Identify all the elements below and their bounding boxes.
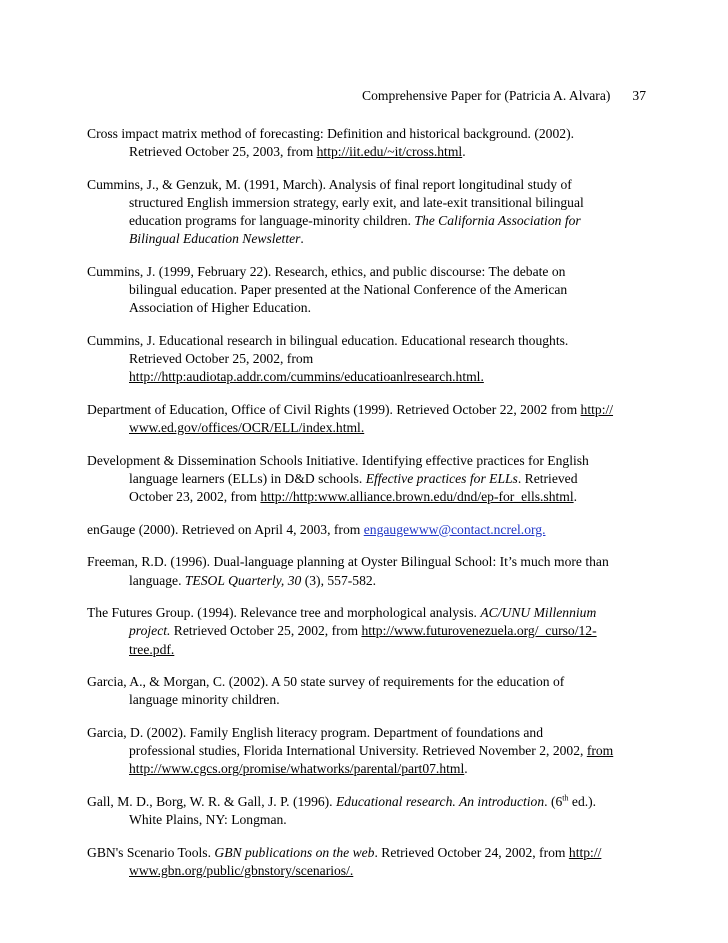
reference-link[interactable]: http:// — [580, 402, 614, 417]
superscript: th — [562, 793, 569, 803]
publication-title: AC/UNU Millennium — [480, 605, 597, 621]
reference-text: ed.). — [568, 793, 597, 809]
reference-text: . — [462, 144, 466, 160]
reference-entry-gall — [87, 793, 655, 829]
reference-link[interactable]: http:// — [568, 844, 602, 860]
reference-line — [87, 521, 655, 539]
reference-text: . (6 — [544, 793, 563, 809]
reference-link[interactable]: http://www.futurovenezuela.org/_curso/12- — [361, 623, 597, 639]
page-number: 37 — [632, 88, 646, 103]
reference-entry-department-education — [87, 401, 655, 437]
reference-text: . — [573, 489, 578, 505]
reference-text: Retrieved October 25, 2002, from — [170, 623, 362, 639]
reference-line — [87, 604, 655, 622]
reference-line — [87, 793, 655, 811]
journal-title: The California Association for — [414, 213, 581, 229]
reference-text: . Retrieved October 24, 2002, from — [374, 844, 569, 860]
reference-text: October 23, 2002, from — [129, 489, 261, 505]
reference-line: bilingual education. Paper presented at the National Conference of the American — [129, 282, 568, 298]
reference-text: . — [300, 231, 304, 247]
reference-line — [87, 470, 655, 488]
reference-entry-futures-group — [87, 604, 655, 659]
reference-line — [87, 862, 655, 880]
reference-entry-cross-impact — [87, 125, 655, 161]
reference-line: Retrieved October 25, 2002, from — [129, 351, 314, 367]
reference-line: structured English immersion strategy, early exit, and late-exit transitional bilingual — [129, 195, 584, 210]
reference-text: The Futures Group. (1994). Relevance tree and morphological analysis. — [87, 605, 481, 621]
reference-text: GBN's Scenario Tools. — [87, 844, 215, 860]
reference-line: Garcia, A., & Morgan, C. (2002). A 50 state survey of requirements for the education of — [87, 674, 565, 690]
reference-text: Gall, M. D., Borg, W. R. & Gall, J. P. (1996). — [87, 793, 336, 809]
reference-line: Cummins, J. (1999, February 22). Research, ethics, and public discourse: The debate on — [87, 264, 566, 279]
reference-line — [87, 760, 655, 778]
reference-line — [87, 844, 655, 862]
reference-text: Retrieved October 25, 2003, from — [129, 144, 317, 160]
reference-line: Cross impact matrix method of forecasting: Definition and historical background. (2002). — [87, 126, 574, 141]
reference-link[interactable]: http://http:audiotap.addr.com/cummins/educatioanlresearch.html. — [129, 369, 484, 385]
reference-line — [87, 401, 655, 419]
publication-title: project. — [129, 623, 171, 639]
header-title: Comprehensive Paper for (Patricia A. Alvara) — [362, 88, 611, 103]
reference-line: White Plains, NY: Longman. — [129, 812, 287, 828]
reference-list — [87, 125, 655, 895]
reference-link[interactable]: http://www.cgcs.org/promise/whatworks/parental/part07.html — [129, 761, 465, 777]
reference-entry-cummins-educational — [87, 332, 655, 387]
reference-line — [87, 143, 655, 161]
reference-line — [87, 212, 655, 230]
reference-entry-garcia-morgan — [87, 673, 655, 709]
reference-entry-dd-schools — [87, 452, 655, 507]
reference-link[interactable]: http://http:www.alliance.brown.edu/dnd/ep-for_ells.shtml — [260, 489, 574, 505]
reference-line — [87, 368, 655, 386]
reference-link[interactable]: http://iit.edu/~it/cross.html — [316, 144, 463, 160]
running-header — [362, 88, 646, 104]
reference-link[interactable]: from — [586, 743, 614, 759]
reference-text: enGauge (2000). Retrieved on April 4, 2003, from — [87, 521, 364, 537]
reference-line: Development & Dissemination Schools Initiative. Identifying effective practices for English — [87, 452, 589, 468]
reference-line — [87, 572, 655, 590]
reference-line — [87, 419, 655, 437]
reference-entry-engauge — [87, 521, 655, 539]
reference-entry-gbn — [87, 844, 655, 880]
reference-entry-freeman — [87, 553, 655, 589]
journal-title: TESOL Quarterly, 30 — [184, 572, 302, 588]
reference-text: education programs for language-minority children. — [129, 213, 415, 229]
email-link[interactable]: engaugewww@contact.ncrel.org. — [363, 521, 546, 537]
reference-text: language learners (ELLs) in D&D schools. — [129, 471, 366, 486]
journal-title: Bilingual Education Newsletter — [129, 231, 301, 247]
reference-text: language. — [129, 572, 185, 588]
reference-line — [87, 742, 655, 760]
reference-text: (3), 557-582. — [301, 572, 377, 588]
reference-text: . Retrieved — [517, 471, 578, 486]
reference-text: professional studies, Florida International University. Retrieved November 2, 2002, — [129, 743, 587, 759]
reference-line — [87, 622, 655, 640]
reference-entry-cummins-1999 — [87, 263, 655, 318]
reference-line — [87, 641, 655, 659]
reference-text: Department of Education, Office of Civil Rights (1999). Retrieved October 22, 2002 from — [87, 402, 581, 417]
reference-entry-cummins-genzuk — [87, 176, 655, 249]
publication-title: Effective practices for ELLs — [365, 471, 518, 486]
publication-title: GBN publications on the web — [214, 844, 375, 860]
reference-link[interactable]: www.ed.gov/offices/OCR/ELL/index.html. — [129, 420, 365, 436]
reference-line: Association of Higher Education. — [129, 300, 311, 316]
reference-entry-garcia-d — [87, 724, 655, 779]
reference-line — [87, 488, 655, 506]
reference-line: Garcia, D. (2002). Family English literacy program. Department of foundations and — [87, 724, 544, 740]
reference-link[interactable]: tree.pdf. — [129, 641, 175, 657]
reference-line: Cummins, J., & Genzuk, M. (1991, March). Analysis of final report longitudinal study of — [87, 176, 572, 192]
reference-line: language minority children. — [129, 692, 280, 708]
reference-line: Freeman, R.D. (1996). Dual-language planning at Oyster Bilingual School: It’s much more than — [87, 554, 609, 570]
reference-line — [87, 230, 655, 248]
reference-link[interactable]: www.gbn.org/public/gbnstory/scenarios/. — [129, 862, 354, 878]
book-title: Educational research. An introduction — [335, 793, 545, 809]
reference-text: . — [464, 761, 468, 777]
reference-line: Cummins, J. Educational research in bilingual education. Educational research thoughts. — [87, 333, 569, 348]
